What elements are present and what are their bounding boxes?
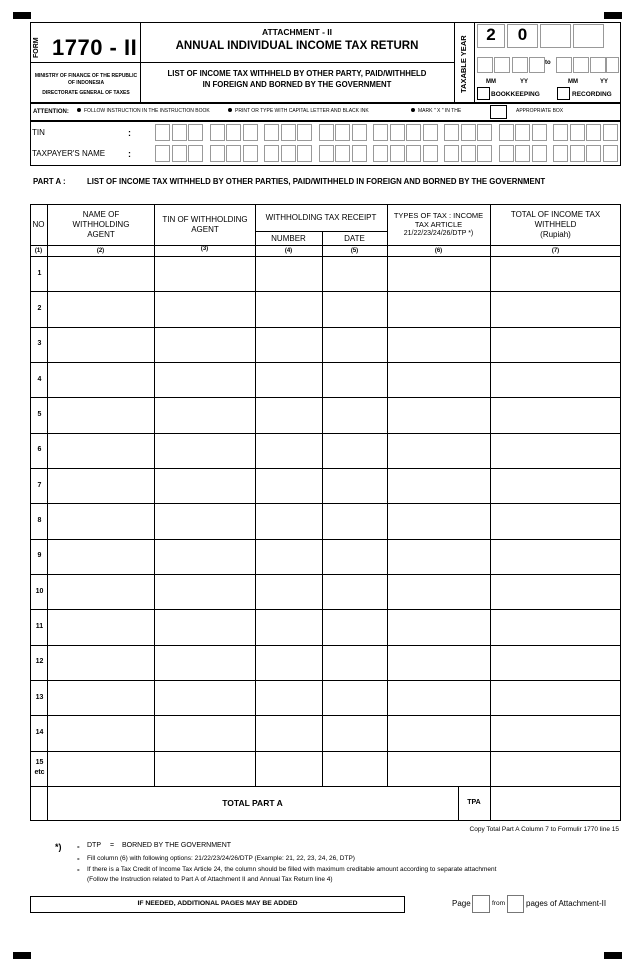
attention-item-4: APPROPRIATE BOX: [516, 108, 564, 114]
row-number: 8: [37, 517, 42, 524]
receipt-date-cell[interactable]: [323, 716, 387, 750]
col-header-total: TOTAL OF INCOME TAX WITHHELD (Rupiah): [510, 209, 601, 239]
period-start-yy-1[interactable]: [512, 57, 528, 73]
year-digit-2: 0: [517, 25, 528, 44]
tin-digit-box-16[interactable]: [423, 124, 438, 141]
tin-digit-box-14[interactable]: [390, 124, 405, 141]
agent-name-cell[interactable]: [48, 540, 154, 574]
tax-type-cell[interactable]: [388, 646, 490, 680]
receipt-date-cell[interactable]: [323, 434, 387, 468]
name-char-box-26[interactable]: [603, 145, 618, 162]
col-header-receipt: WITHHOLDING TAX RECEIPT: [265, 212, 377, 222]
period-start-mm-2[interactable]: [494, 57, 510, 73]
agent-tin-cell[interactable]: [155, 328, 255, 362]
tax-type-cell[interactable]: [388, 328, 490, 362]
tax-amount-cell[interactable]: [491, 610, 620, 644]
row-number: 14: [35, 729, 44, 736]
total-part-a-amount[interactable]: [491, 787, 620, 820]
registration-mark-bottom-right: [604, 952, 622, 959]
year-digit-box-3[interactable]: [540, 24, 571, 48]
agent-tin-cell[interactable]: [155, 434, 255, 468]
receipt-number-cell[interactable]: [256, 363, 322, 397]
tin-digit-box-23[interactable]: [553, 124, 568, 141]
name-char-box-12[interactable]: [352, 145, 367, 162]
name-char-box-6[interactable]: [243, 145, 258, 162]
bookkeeping-checkbox[interactable]: [477, 87, 490, 100]
receipt-number-cell[interactable]: [256, 716, 322, 750]
tax-amount-cell[interactable]: [491, 328, 620, 362]
receipt-date-cell[interactable]: [323, 540, 387, 574]
year-digit-1: 2: [486, 25, 496, 44]
tin-digit-box-13[interactable]: [373, 124, 388, 141]
col-header-no: NO: [32, 219, 45, 229]
tin-digit-box-2[interactable]: [172, 124, 187, 141]
bookkeeping-label: BOOKKEEPING: [491, 91, 540, 98]
part-a-title: LIST OF INCOME TAX WITHHELD BY OTHER PARTIES, PAID/WITHHELD IN FOREIGN AND BORNED BY THE GOVERNMENT: [87, 177, 546, 186]
tax-type-cell[interactable]: [388, 504, 490, 538]
agent-name-cell[interactable]: [48, 575, 154, 609]
name-char-box-17[interactable]: [444, 145, 459, 162]
name-char-box-5[interactable]: [226, 145, 241, 162]
registration-mark-bottom-left: [13, 952, 31, 959]
tin-digit-box-10[interactable]: [319, 124, 334, 141]
row-number: 7: [37, 481, 42, 489]
tin-digit-box-4[interactable]: [210, 124, 225, 141]
tin-digit-box-3[interactable]: [188, 124, 203, 141]
receipt-date-cell[interactable]: [323, 292, 387, 326]
name-char-box-24[interactable]: [570, 145, 585, 162]
tax-amount-cell[interactable]: [491, 469, 620, 503]
part-a-label: PART A :: [33, 177, 66, 186]
receipt-number-cell[interactable]: [256, 398, 322, 432]
col-number-2: (2): [96, 248, 105, 254]
form-subtitle-2: IN FOREIGN AND BORNED BY THE GOVERNMENT: [202, 80, 392, 89]
to-label: to: [545, 60, 551, 66]
directorate-name: DIRECTORATE GENERAL OF TAXES: [42, 90, 130, 96]
tin-digit-box-25[interactable]: [586, 124, 601, 141]
receipt-date-cell[interactable]: [323, 257, 387, 291]
tin-digit-box-6[interactable]: [243, 124, 258, 141]
note-dash-1: -: [77, 842, 80, 851]
registration-mark-top-left: [13, 12, 31, 19]
row-number: 13: [35, 693, 44, 701]
row-number: 11: [35, 623, 44, 630]
agent-name-cell[interactable]: [48, 752, 154, 786]
tax-type-cell[interactable]: [388, 398, 490, 432]
note-dash-2: -: [77, 854, 80, 863]
name-char-box-14[interactable]: [390, 145, 405, 162]
page-number-input[interactable]: [472, 895, 490, 913]
receipt-date-cell[interactable]: [323, 575, 387, 609]
tax-type-cell[interactable]: [388, 540, 490, 574]
from-label: from: [492, 900, 505, 907]
note-dtp-eq: =: [110, 842, 115, 849]
agent-tin-cell[interactable]: [155, 257, 255, 291]
row-number: 10: [35, 587, 44, 595]
name-char-box-3[interactable]: [188, 145, 203, 162]
tin-digit-box-20[interactable]: [499, 124, 514, 141]
note-line-2: Fill column (6) with following options: 21/22/23/24/26/DTP (Example: 21, 22, 23, 24, 26, DTP): [87, 855, 355, 862]
receipt-date-cell[interactable]: [323, 681, 387, 715]
attention-item-1: FOLLOW INSTRUCTION IN THE INSTRUCTION BOOK: [77, 108, 210, 114]
tin-digit-box-12[interactable]: [352, 124, 367, 141]
name-char-box-2[interactable]: [172, 145, 187, 162]
tax-amount-cell[interactable]: [491, 434, 620, 468]
taxable-year-label: TAXABLE YEAR: [459, 35, 468, 93]
tpa-label: TPA: [467, 799, 481, 806]
receipt-number-cell[interactable]: [256, 575, 322, 609]
tax-type-cell[interactable]: [388, 434, 490, 468]
row-number: 2: [37, 305, 42, 312]
agent-tin-cell[interactable]: [155, 575, 255, 609]
agent-tin-cell[interactable]: [155, 646, 255, 680]
agent-name-cell[interactable]: [48, 398, 154, 432]
agent-name-cell[interactable]: [48, 434, 154, 468]
agent-tin-cell[interactable]: [155, 504, 255, 538]
copy-total-note: Copy Total Part A Column 7 to Formulir 1770 line 15: [469, 826, 619, 833]
name-char-box-4[interactable]: [210, 145, 225, 162]
recording-checkbox[interactable]: [557, 87, 570, 100]
name-char-box-15[interactable]: [406, 145, 421, 162]
tax-amount-cell[interactable]: [491, 257, 620, 291]
agent-tin-cell[interactable]: [155, 752, 255, 786]
receipt-number-cell[interactable]: [256, 646, 322, 680]
tax-type-cell[interactable]: [388, 257, 490, 291]
period-end-mm-2[interactable]: [573, 57, 589, 73]
tin-digit-box-21[interactable]: [515, 124, 530, 141]
col-header-tax-type: TYPES OF TAX : INCOME TAX ARTICLE 21/22/23/24/26/DTP *): [393, 210, 484, 237]
period-end-yy-1[interactable]: [590, 57, 606, 73]
name-char-box-7[interactable]: [264, 145, 279, 162]
name-char-box-9[interactable]: [297, 145, 312, 162]
page-label: Page: [452, 899, 471, 908]
tax-amount-cell[interactable]: [491, 575, 620, 609]
pages-of-attachment-label: pages of Attachment-II: [526, 899, 607, 908]
attachment-label: ATTACHMENT - II: [261, 27, 333, 37]
tin-digit-box-1[interactable]: [155, 124, 170, 141]
tax-type-cell[interactable]: [388, 575, 490, 609]
tin-colon: :: [128, 128, 131, 138]
agent-name-cell[interactable]: [48, 681, 154, 715]
tax-amount-cell[interactable]: [491, 363, 620, 397]
tin-digit-box-26[interactable]: [603, 124, 618, 141]
name-char-box-11[interactable]: [335, 145, 350, 162]
total-part-a-label: TOTAL PART A: [222, 798, 283, 808]
tax-type-cell[interactable]: [388, 363, 490, 397]
tax-type-cell[interactable]: [388, 716, 490, 750]
form-label: FORM: [33, 37, 40, 58]
tin-digit-box-19[interactable]: [477, 124, 492, 141]
col-header-date: DATE: [344, 234, 365, 243]
row-number: 3: [37, 340, 42, 348]
row-etc-label: etc: [34, 769, 45, 777]
tin-digit-box-22[interactable]: [532, 124, 547, 141]
name-char-box-10[interactable]: [319, 145, 334, 162]
name-colon: :: [128, 149, 131, 159]
attention-mark-box: [490, 105, 507, 119]
name-char-box-8[interactable]: [281, 145, 296, 162]
tin-digit-box-24[interactable]: [570, 124, 585, 141]
agent-name-cell[interactable]: [48, 716, 154, 750]
form-number: 1770 - II: [52, 35, 138, 60]
col-number-1: (1): [34, 248, 43, 254]
tax-amount-cell[interactable]: [491, 540, 620, 574]
tin-label: TIN: [32, 128, 45, 137]
col-number-5: (5): [350, 248, 359, 254]
name-char-box-25[interactable]: [586, 145, 601, 162]
tin-digit-box-7[interactable]: [264, 124, 279, 141]
row-number: 9: [37, 552, 42, 560]
form-subtitle-1: LIST OF INCOME TAX WITHHELD BY OTHER PARTY, PAID/WITHHELD: [167, 69, 427, 78]
receipt-date-cell[interactable]: [323, 363, 387, 397]
receipt-number-cell[interactable]: [256, 328, 322, 362]
tax-type-cell[interactable]: [388, 752, 490, 786]
name-char-box-21[interactable]: [515, 145, 530, 162]
col-header-number: NUMBER: [271, 234, 306, 243]
col-number-4: (4): [284, 248, 293, 254]
tin-digit-box-8[interactable]: [281, 124, 296, 141]
taxpayer-name-label: TAXPAYER'S NAME: [32, 149, 106, 158]
agent-tin-cell[interactable]: [155, 610, 255, 644]
agent-tin-cell[interactable]: [155, 398, 255, 432]
tin-digit-box-17[interactable]: [444, 124, 459, 141]
note-line-3: If there is a Tax Credit of Income Tax Article 24, the column should be filled with maximum creditable amount according to separate attachment: [87, 866, 497, 873]
tax-amount-cell[interactable]: [491, 681, 620, 715]
name-char-box-22[interactable]: [532, 145, 547, 162]
tax-type-cell[interactable]: [388, 681, 490, 715]
ministry-name: MINISTRY OF FINANCE OF THE REPUBLIC OF INDONESIA: [34, 73, 138, 86]
tin-digit-box-18[interactable]: [461, 124, 476, 141]
tin-digit-box-15[interactable]: [406, 124, 421, 141]
mm-label-1: MM: [486, 79, 496, 85]
tax-amount-cell[interactable]: [491, 398, 620, 432]
tax-amount-cell[interactable]: [491, 292, 620, 326]
tin-digit-box-9[interactable]: [297, 124, 312, 141]
note-dtp-key: DTP: [87, 842, 101, 849]
tin-digit-box-5[interactable]: [226, 124, 241, 141]
note-line-4: (Follow the Instruction related to Part A of Attachment II and Annual Tax Return line 4): [87, 876, 333, 883]
receipt-number-cell[interactable]: [256, 469, 322, 503]
recording-label: RECORDING: [572, 91, 612, 98]
receipt-date-cell[interactable]: [323, 328, 387, 362]
col-header-agent-name: NAME OF WITHHOLDING AGENT: [72, 209, 130, 239]
yy-label-1: YY: [520, 79, 529, 85]
total-pages-input[interactable]: [507, 895, 524, 913]
name-char-box-23[interactable]: [553, 145, 568, 162]
row-number: 15: [35, 759, 44, 767]
agent-tin-cell[interactable]: [155, 716, 255, 750]
agent-name-cell[interactable]: [48, 610, 154, 644]
tin-digit-box-11[interactable]: [335, 124, 350, 141]
name-char-box-18[interactable]: [461, 145, 476, 162]
tax-type-cell[interactable]: [388, 610, 490, 644]
agent-tin-cell[interactable]: [155, 681, 255, 715]
receipt-date-cell[interactable]: [323, 610, 387, 644]
additional-pages-note: IF NEEDED, ADDITIONAL PAGES MAY BE ADDED: [137, 900, 298, 907]
tax-amount-cell[interactable]: [491, 646, 620, 680]
row-number: 4: [37, 375, 42, 383]
note-dtp-value: BORNED BY THE GOVERNMENT: [122, 842, 232, 849]
receipt-date-cell[interactable]: [323, 504, 387, 538]
tax-amount-cell[interactable]: [491, 716, 620, 750]
row-number: 5: [37, 411, 42, 418]
tax-type-cell[interactable]: [388, 469, 490, 503]
year-digit-box-4[interactable]: [573, 24, 604, 48]
name-char-box-16[interactable]: [423, 145, 438, 162]
receipt-number-cell[interactable]: [256, 540, 322, 574]
col-number-6: (6): [434, 248, 443, 254]
tax-type-cell[interactable]: [388, 292, 490, 326]
mm-label-2: MM: [568, 79, 578, 85]
agent-tin-cell[interactable]: [155, 469, 255, 503]
name-char-box-1[interactable]: [155, 145, 170, 162]
agent-tin-cell[interactable]: [155, 540, 255, 574]
period-end-yy-2[interactable]: [606, 57, 619, 73]
form-title: ANNUAL INDIVIDUAL INCOME TAX RETURN: [175, 40, 419, 52]
row-number: 12: [35, 658, 44, 666]
agent-tin-cell[interactable]: [155, 292, 255, 326]
name-char-box-19[interactable]: [477, 145, 492, 162]
attention-item-3: MARK " X " IN THE: [411, 108, 461, 114]
attention-item-2: PRINT OR TYPE WITH CAPITAL LETTER AND BLACK INK: [228, 108, 369, 114]
receipt-number-cell[interactable]: [256, 610, 322, 644]
agent-name-cell[interactable]: [48, 504, 154, 538]
name-char-box-13[interactable]: [373, 145, 388, 162]
note-dash-3: -: [77, 865, 80, 874]
col-number-3: (3): [200, 246, 209, 252]
col-number-7: (7): [551, 248, 560, 254]
receipt-date-cell[interactable]: [323, 398, 387, 432]
tax-amount-cell[interactable]: [491, 504, 620, 538]
receipt-number-cell[interactable]: [256, 257, 322, 291]
receipt-number-cell[interactable]: [256, 504, 322, 538]
period-end-mm-1[interactable]: [556, 57, 572, 73]
period-start-mm-1[interactable]: [477, 57, 493, 73]
agent-name-cell[interactable]: [48, 328, 154, 362]
agent-name-cell[interactable]: [48, 646, 154, 680]
agent-name-cell[interactable]: [48, 292, 154, 326]
agent-name-cell[interactable]: [48, 363, 154, 397]
receipt-number-cell[interactable]: [256, 434, 322, 468]
row-number: 6: [37, 446, 42, 454]
receipt-date-cell[interactable]: [323, 752, 387, 786]
receipt-number-cell[interactable]: [256, 681, 322, 715]
receipt-date-cell[interactable]: [323, 646, 387, 680]
agent-name-cell[interactable]: [48, 469, 154, 503]
col-header-agent-tin: TIN OF WITHHOLDING AGENT: [162, 214, 248, 234]
receipt-date-cell[interactable]: [323, 469, 387, 503]
agent-name-cell[interactable]: [48, 257, 154, 291]
tax-amount-cell[interactable]: [491, 752, 620, 786]
yy-label-2: YY: [600, 79, 609, 85]
period-start-yy-2[interactable]: [529, 57, 545, 73]
registration-mark-top-right: [604, 12, 622, 19]
agent-tin-cell[interactable]: [155, 363, 255, 397]
footnote-marker: *): [55, 842, 62, 852]
receipt-number-cell[interactable]: [256, 292, 322, 326]
row-number: 1: [37, 269, 42, 277]
receipt-number-cell[interactable]: [256, 752, 322, 786]
attention-label: ATTENTION:: [33, 109, 69, 115]
name-char-box-20[interactable]: [499, 145, 514, 162]
